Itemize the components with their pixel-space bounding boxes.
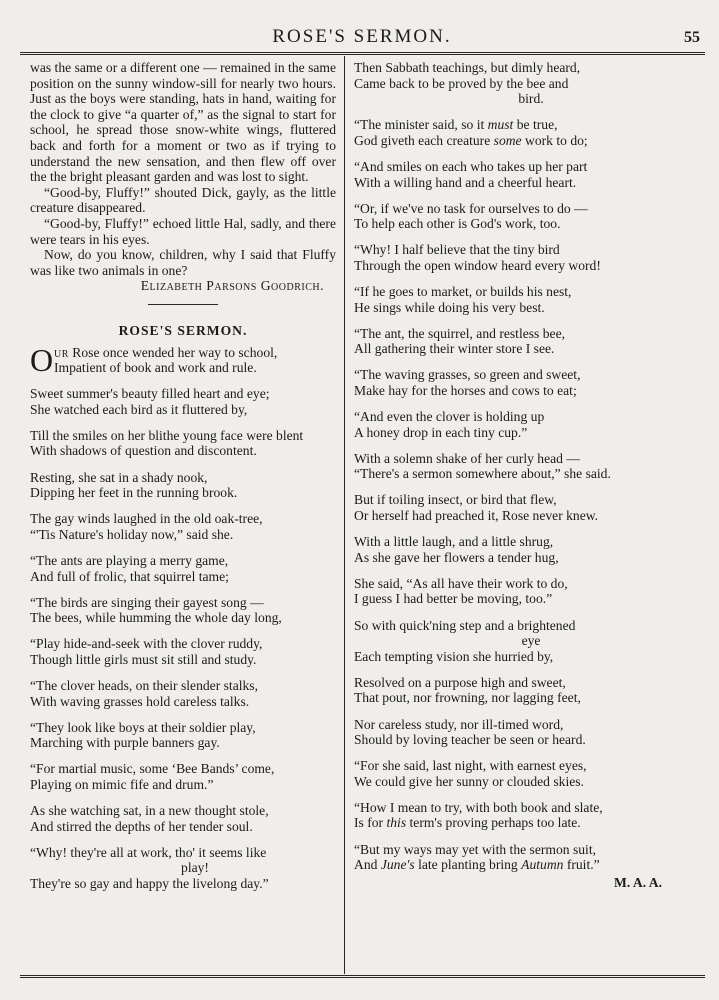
poem-line: That pout, nor frowning, nor lagging feet,	[354, 690, 581, 706]
poem-line: With a little laugh, and a little shrug,	[354, 534, 554, 550]
poem-stanza	[30, 428, 336, 459]
poem-line: “Play hide-and-seek with the clover ruddy,	[30, 636, 263, 652]
poem-line: “There's a sermon somewhere about,” she said.	[354, 466, 611, 482]
left-column	[30, 60, 336, 902]
right-column	[354, 60, 684, 890]
poem-line: Make hay for the horses and cows to eat;	[354, 383, 577, 398]
poem-line: “Or, if we've no task for ourselves to do —	[354, 200, 588, 216]
poem-line: “If he goes to market, or builds his nest,	[354, 284, 572, 300]
poem-line: With a willing hand and a cheerful heart.	[354, 174, 577, 190]
poem-line-turnover: bird.	[518, 91, 544, 107]
poem-line: “'Tis Nature's holiday now,” said she.	[30, 526, 234, 542]
poem-line: “And even the clover is holding up	[354, 409, 545, 425]
poem-stanza	[30, 636, 336, 667]
page-number: 55	[684, 29, 700, 46]
drop-cap: O	[30, 341, 54, 378]
poem-line: Impatient of book and work and rule.	[54, 360, 257, 376]
poem-line: “And smiles on each who takes up her part	[354, 158, 588, 174]
emphasis: must	[487, 117, 514, 133]
poem-line: But if toiling insect, or bird that flew,	[354, 492, 557, 508]
poem-line: Nor careless study, nor ill-timed word,	[354, 716, 564, 732]
poem-line: Then Sabbath teachings, but dimly heard,	[354, 60, 581, 75]
poem-stanza	[30, 720, 336, 751]
poem-line-text: work to do;	[521, 132, 588, 148]
poem-line: Each tempting vision she hurried by,	[354, 648, 554, 664]
poem-line: “How I mean to try, with both book and slate,	[354, 799, 603, 815]
poem-line-text: be true,	[513, 117, 558, 133]
poem-line: Through the open window heard every word!	[354, 257, 601, 273]
poem-line: They're so gay and happy the livelong day.”	[30, 875, 269, 891]
poem-line: Resting, she sat in a shady nook,	[30, 469, 208, 485]
poem-line-text: Is for	[354, 815, 387, 831]
poem-stanza	[30, 845, 336, 892]
poem-line: With a solemn shake of her curly head —	[354, 450, 580, 466]
poem-line: As she watching sat, in a new thought stole,	[30, 803, 269, 819]
poem-line: “The ant, the squirrel, and restless bee,	[354, 325, 566, 341]
poem-line: Dipping her feet in the running brook.	[30, 485, 238, 501]
poem-line-text: God giveth each creature	[354, 132, 494, 148]
story-ending	[30, 60, 336, 278]
poem-stanza	[354, 60, 684, 107]
footer-rule	[20, 975, 705, 978]
poem-line-text: “The minister said, so it	[354, 117, 488, 133]
poem-stanza	[30, 553, 336, 584]
poem-line-turnover: play!	[181, 860, 209, 876]
poem-line-text: late planting bring	[414, 857, 522, 873]
poem-stanza	[30, 761, 336, 792]
poem-line: She watched each bird as it fluttered by,	[30, 401, 248, 417]
first-word: ur	[54, 344, 69, 360]
poem-line: To help each other is God's work, too.	[354, 216, 561, 232]
poem-stanza	[30, 341, 336, 378]
poem-stanza	[354, 675, 684, 706]
poem-line: Resolved on a purpose high and sweet,	[354, 674, 566, 690]
poem-stanza	[354, 758, 684, 789]
poem-stanza	[30, 386, 336, 417]
poem-line	[54, 345, 336, 361]
poem-line: Came back to be proved by the bee and	[354, 75, 569, 91]
poem-line: He sings while doing his very best.	[354, 299, 545, 315]
poem-line: She said, “As all have their work to do,	[354, 575, 568, 591]
poem-line: “Why! they're all at work, tho' it seems like	[30, 844, 267, 860]
right-stanzas	[354, 675, 684, 790]
right-stanzas	[354, 159, 684, 607]
poem-stanza	[354, 717, 684, 748]
poem-signature: M. A. A.	[614, 874, 662, 890]
poem-stanza	[30, 678, 336, 709]
poem-stanza	[30, 470, 336, 501]
poem-line: Marching with purple banners gay.	[30, 735, 220, 751]
emphasis: Autumn	[521, 857, 564, 873]
emphasis: June's	[380, 857, 415, 873]
story-paragraph: “Good-by, Fluffy!” shouted Dick, gayly, as the little creature disappeared.	[30, 184, 336, 216]
poem-line	[354, 857, 684, 873]
poem-stanza	[354, 842, 684, 873]
poem-line: “The clover heads, on their slender stalks,	[30, 678, 258, 693]
emphasis: some	[493, 132, 522, 148]
poem-line-text: term's proving perhaps too late.	[406, 815, 581, 831]
poem-stanza	[354, 326, 684, 357]
poem-line: Playing on mimic fife and drum.”	[30, 776, 214, 792]
poem-line: “The ants are playing a merry game,	[30, 552, 229, 568]
author-byline: Elizabeth Parsons Goodrich.	[140, 278, 324, 294]
poem-line: With shadows of question and discontent.	[30, 443, 257, 459]
story-paragraph: was the same or a different one — remained in the same position on the sunny window-sill for nearly two hours. Just as the boys were standing, hats in hand, waiting for the clock to give “a quarter of,” as the signal to start for school, he spread those snow-white wings, fluttered back and forth for a moment or two as if trying to understand the new sensation, and then flew off over the the bright pleasant garden and was lost to sight.	[30, 60, 336, 185]
poem-stanza	[354, 117, 684, 148]
poem-line-text: Rose once wended her way to school,	[68, 344, 278, 360]
poem-stanza	[354, 159, 684, 190]
story-paragraph: Now, do you know, children, why I said that Fluffy was like two animals in one?	[30, 247, 336, 278]
poem-line	[354, 133, 684, 149]
poem-line: “The waving grasses, so green and sweet,	[354, 367, 581, 383]
page-header	[22, 22, 702, 52]
poem-stanza	[354, 800, 684, 831]
poem-line: The bees, while humming the whole day long,	[30, 610, 282, 626]
poem-stanza	[354, 618, 684, 665]
running-title: ROSE'S SERMON.	[272, 26, 452, 47]
poem-line: “They look like boys at their soldier play,	[30, 719, 256, 735]
poem-line-text: fruit.”	[563, 857, 600, 873]
poem-title: ROSE'S SERMON.	[118, 322, 248, 338]
emphasis: this	[386, 815, 407, 831]
poem-stanza	[354, 367, 684, 398]
poem-line	[354, 117, 684, 133]
poem-line	[354, 815, 684, 831]
poem-line: And stirred the depths of her tender soul.	[30, 818, 253, 834]
poem-line: Should by loving teacher be seen or heard.	[354, 732, 586, 748]
poem-line: And full of frolic, that squirrel tame;	[30, 568, 229, 584]
poem-line: Though little girls must sit still and study.	[30, 651, 257, 667]
poem-line: “For martial music, some ‘Bee Bands’ come,	[30, 761, 275, 777]
poem-line-turnover: eye	[521, 633, 541, 649]
poem-line-text: And	[354, 857, 381, 873]
story-paragraph: “Good-by, Fluffy!” echoed little Hal, sadly, and there were tears in his eyes.	[30, 215, 336, 247]
poem-line: So with quick'ning step and a brightened	[354, 617, 576, 633]
poem-stanza	[30, 595, 336, 626]
poem-line: Till the smiles on her blithe young face were blent	[30, 427, 304, 443]
poem-line: The gay winds laughed in the old oak-tree,	[30, 511, 263, 527]
poem-line: Sweet summer's beauty filled heart and eye;	[30, 386, 270, 402]
poem-line: “For she said, last night, with earnest eyes,	[354, 758, 587, 774]
poem-stanza	[30, 803, 336, 834]
poem-stanza	[354, 451, 684, 482]
poem-stanza	[30, 511, 336, 542]
poem-line: “Why! I half believe that the tiny bird	[354, 242, 560, 258]
poem-line: As she gave her flowers a tender hug,	[354, 549, 559, 565]
poem-stanza	[354, 242, 684, 273]
poem-stanza	[354, 201, 684, 232]
poem-line: “But my ways may yet with the sermon suit,	[354, 841, 597, 857]
poem-stanza	[354, 534, 684, 565]
poem-stanza	[354, 492, 684, 523]
poem-line: A honey drop in each tiny cup.”	[354, 424, 528, 440]
poem-line: “The birds are singing their gayest song —	[30, 594, 264, 610]
section-divider	[148, 304, 218, 305]
header-rule	[20, 52, 705, 55]
poem-line: I guess I had better be moving, too.”	[354, 591, 553, 607]
poem-line: With waving grasses hold careless talks.	[30, 693, 250, 709]
poem-line: We could give her sunny or clouded skies.	[354, 773, 584, 789]
poem-stanza	[354, 284, 684, 315]
column-divider	[344, 56, 345, 974]
poem-stanza	[354, 576, 684, 607]
poem-line: Or herself had preached it, Rose never knew.	[354, 508, 599, 524]
left-stanzas	[30, 386, 336, 834]
poem-stanza	[354, 409, 684, 440]
poem-line: All gathering their winter store I see.	[354, 341, 555, 357]
